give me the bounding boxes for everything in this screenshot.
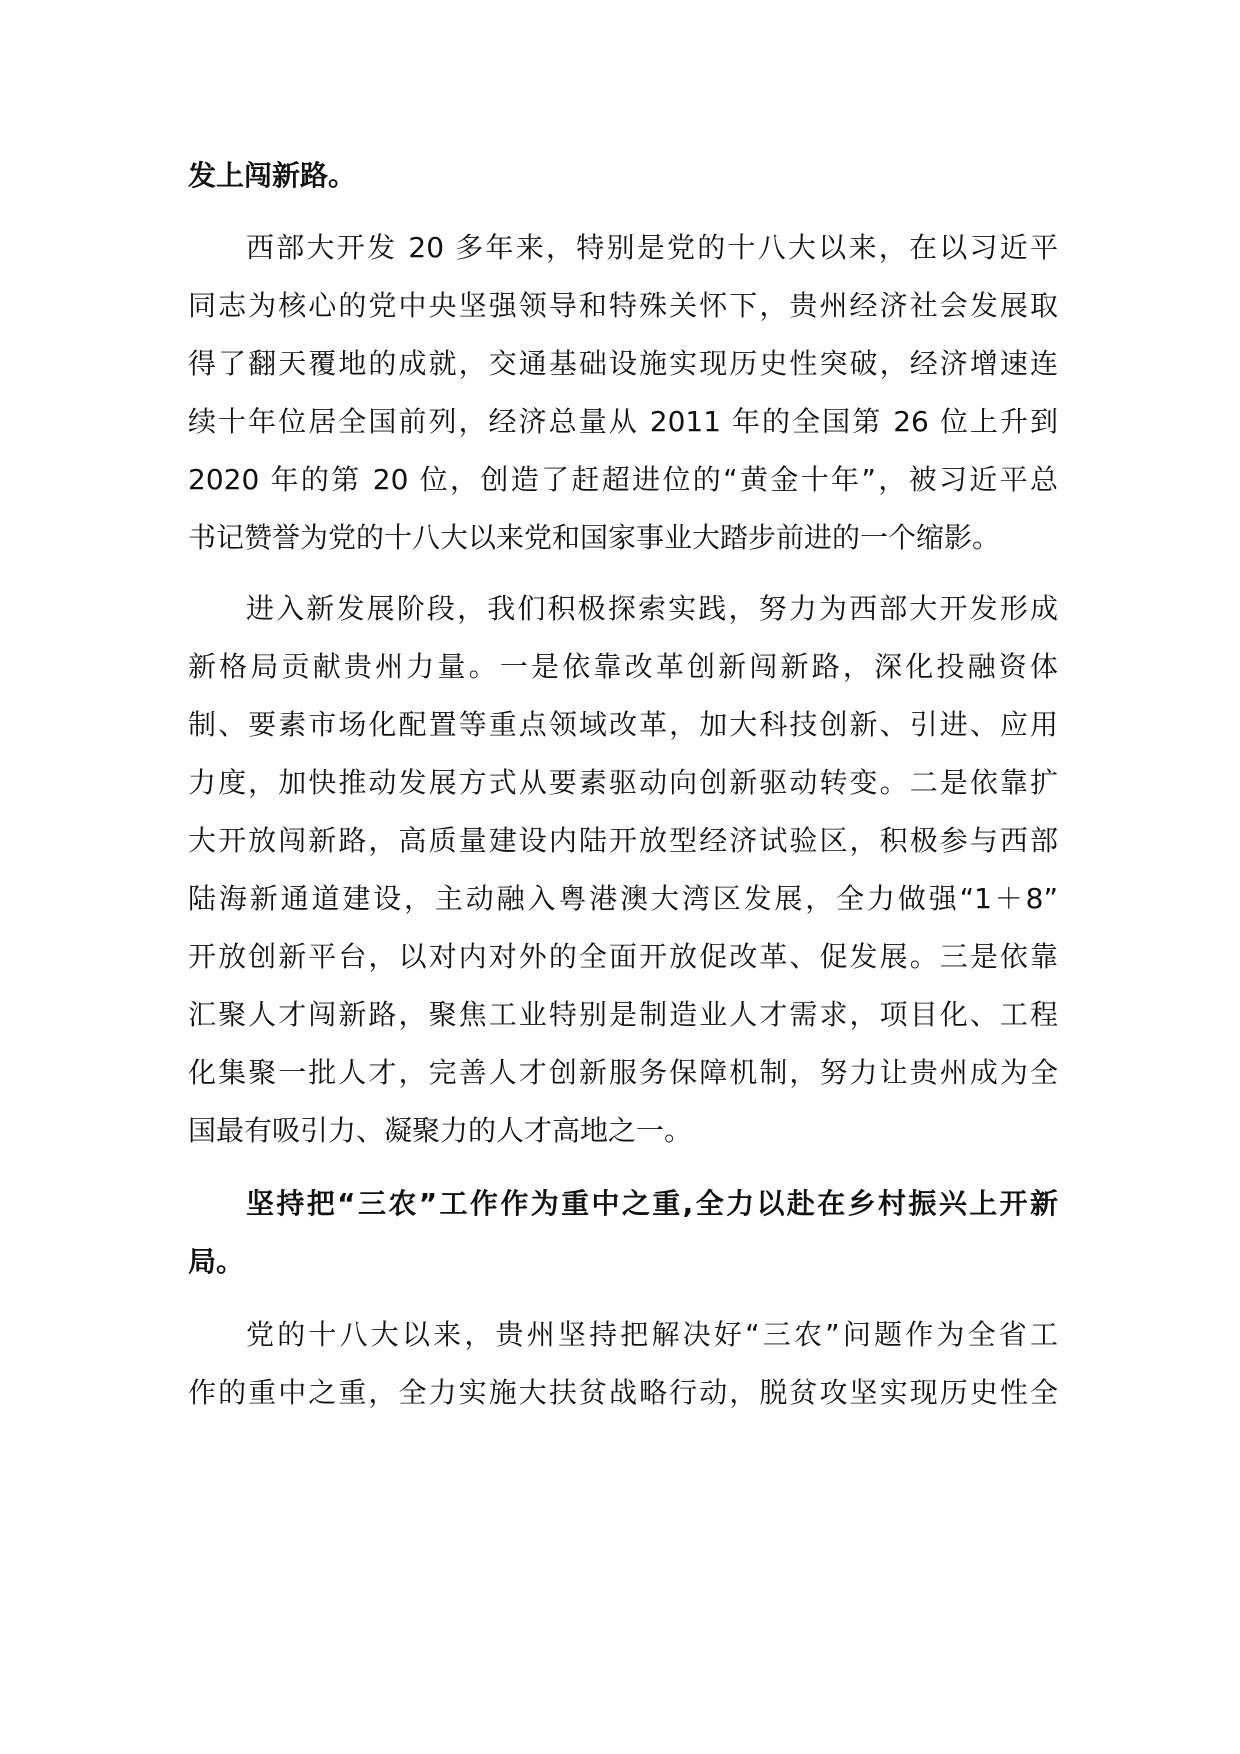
text-line: 得了翻天覆地的成就，交通基础设施实现历史性突破，经济增速连 (188, 347, 1058, 380)
text-line: 新格局贡献贵州力量。一是依靠改革创新闯新路，深化投融资体 (188, 650, 1058, 683)
text-line: 西部大开发 20 多年来，特别是党的十八大以来，在以习近平 (246, 231, 1058, 264)
text-line: 进入新发展阶段，我们积极探索实践，努力为西部大开发形成 (246, 592, 1058, 625)
text-line: 发上闯新路。 (188, 159, 357, 192)
text-line: 2020 年的第 20 位，创造了赶超进位的“黄金十年”，被习近平总 (188, 463, 1058, 496)
text-line: 作的重中之重，全力实施大扶贫战略行动，脱贫攻坚实现历史性全 (188, 1376, 1058, 1409)
text-line: 同志为核心的党中央坚强领导和特殊关怀下，贵州经济社会发展取 (188, 289, 1058, 322)
text-line: 力度，加快推动发展方式从要素驱动向创新驱动转变。二是依靠扩 (188, 766, 1058, 799)
text-line: 局。 (188, 1245, 245, 1278)
text-line: 坚持把“三农”工作作为重中之重,全力以赴在乡村振兴上开新 (246, 1187, 1058, 1220)
text-line: 书记赞誉为党的十八大以来党和国家事业大踏步前进的一个缩影。 (188, 521, 1001, 554)
text-line: 制、要素市场化配置等重点领域改革，加大科技创新、引进、应用 (188, 708, 1058, 741)
text-line: 续十年位居全国前列，经济总量从 2011 年的全国第 26 位上升到 (188, 405, 1058, 438)
text-line: 汇聚人才闯新路，聚焦工业特别是制造业人才需求，项目化、工程 (188, 998, 1058, 1031)
text-line: 陆海新通道建设，主动融入粤港澳大湾区发展，全力做强“1＋8” (188, 882, 1058, 915)
text-line: 开放创新平台，以对内对外的全面开放促改革、促发展。三是依靠 (188, 940, 1058, 973)
text-line: 国最有吸引力、凝聚力的人才高地之一。 (188, 1114, 693, 1147)
text-line: 化集聚一批人才，完善人才创新服务保障机制，努力让贵州成为全 (188, 1056, 1058, 1089)
text-line: 大开放闯新路，高质量建设内陆开放型经济试验区，积极参与西部 (188, 824, 1058, 857)
text-line: 党的十八大以来，贵州坚持把解决好“三农”问题作为全省工 (246, 1318, 1058, 1351)
